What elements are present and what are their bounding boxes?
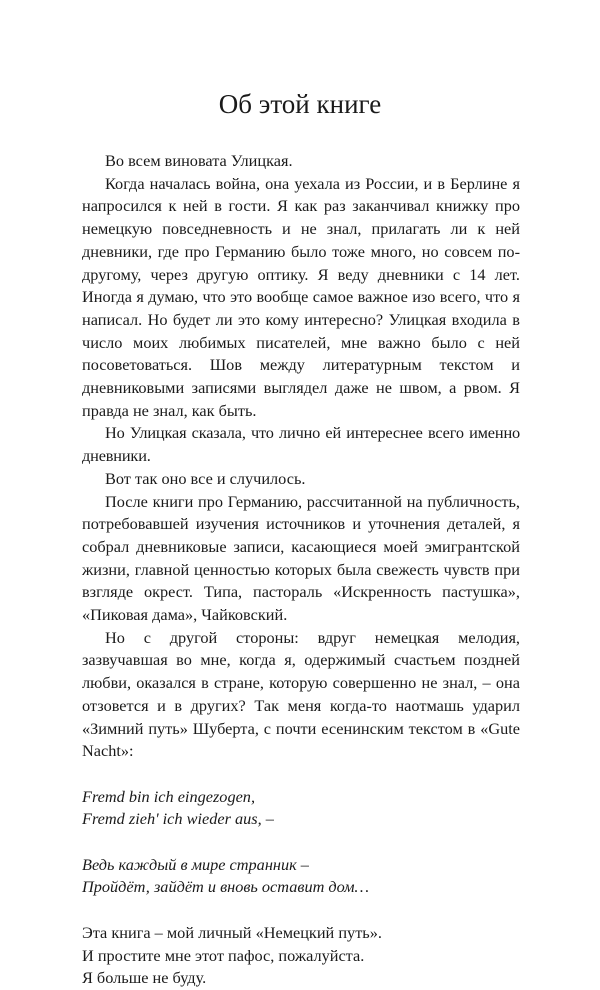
stanza-gap: [82, 831, 520, 854]
paragraph: Во всем виновата Улицкая.: [105, 151, 293, 170]
paragraph: После книги про Германию, рассчитанной на публичность, потребовавшей изучения источников и уточнения деталей, я собрал дневниковые записи, касающиеся моей эмигрантской жизни, главной ценностью которых была свежесть чувств при взгляде окрест. Типа, пастораль «Искренность пастушка», «Пиковая дама», Чайковский.: [82, 491, 520, 625]
closing-line: И простите мне этот пафос, пожалуйста.: [82, 945, 365, 965]
paragraph: Когда началась война, она уехала из России, и в Берлине я напросился к ней в гости. Я как раз заканчивал книжку про немецкую повседневность и не знал, прилагать ли к ней дневники, где про Германию было тоже много, но совсем по-другому, через другую оптику. Я веду дневники с 14 лет. Иногда я думаю, что это вообще самое важное изо всего, что я написал. Но будет ли это кому интересно? Улицкая входила в число моих любимых писателей, мне важно было с ней посоветоваться. Шов между литературным текстом и дневниковыми записями выглядел даже не швом, а рвом. Я правда не знал, как быть.: [82, 173, 520, 420]
verse-line: Fremd zieh' ich wieder aus, –: [82, 809, 274, 829]
stanza-gap: [82, 763, 520, 786]
page-title: Об этой книге: [218, 89, 382, 119]
verse-line: Ведь каждый в мире странник –: [82, 854, 309, 874]
stanza-gap: [82, 899, 520, 922]
closing-lines: [82, 922, 520, 990]
paragraph: Вот так оно все и случилось.: [105, 468, 306, 488]
verse-line: Пройдёт, зайдёт и вновь оставит дом…: [82, 877, 370, 897]
closing-line: Эта книга – мой личный «Немецкий путь».: [82, 922, 382, 942]
verse-russian: [82, 854, 520, 899]
closing-line: Я больше не буду.: [82, 968, 207, 988]
body-text: [82, 150, 520, 990]
paragraph: Но с другой стороны: вдруг немецкая мелодия, зазвучавшая во мне, когда я, одержимый счастьем поздней любви, оказался в стране, которую совершенно не знал, – она отзовется и в других? Так меня когда-то наотмашь ударил «Зимний путь» Шуберта, с почти есенинским текстом в «Gute Nacht»:: [82, 627, 520, 761]
verse-line: Fremd bin ich eingezogen,: [82, 786, 256, 806]
paragraph: Но Улицкая сказала, что лично ей интереснее всего именно дневники.: [82, 423, 520, 466]
verse-german: [82, 786, 520, 831]
